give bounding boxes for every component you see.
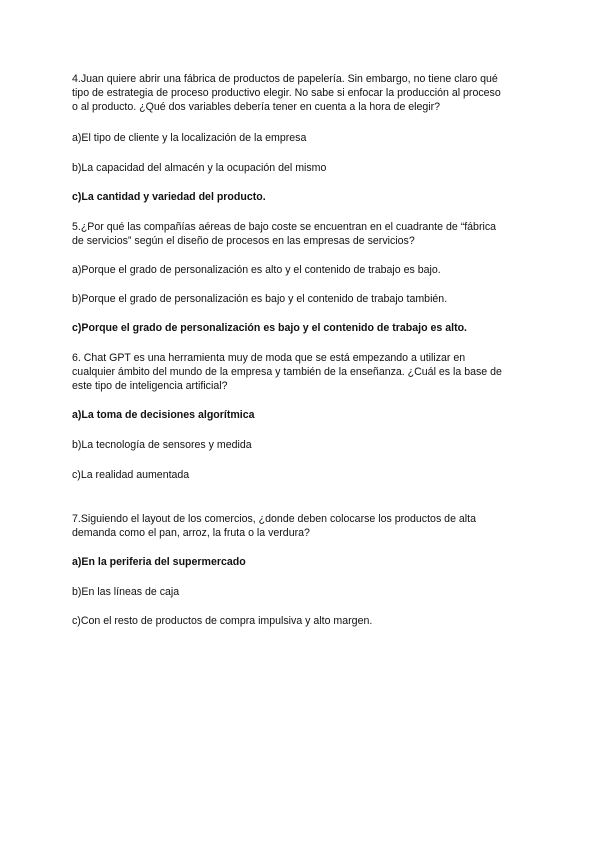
question-6-option-c: c)La realidad aumentada bbox=[72, 469, 190, 481]
question-7-option-b: b)En las líneas de caja bbox=[72, 586, 180, 598]
question-4-line-3: o al producto. ¿Qué dos variables debería tener en cuenta a la hora de elegir? bbox=[72, 101, 441, 113]
question-4-option-a: a)El tipo de cliente y la localización de la empresa bbox=[72, 132, 307, 144]
question-5-option-b: b)Porque el grado de personalización es bajo y el contenido de trabajo también. bbox=[72, 293, 448, 305]
question-5-line-1: 5.¿Por qué las compañías aéreas de bajo coste se encuentran en el cuadrante de “fábrica bbox=[72, 221, 497, 233]
question-4-line-1: 4.Juan quiere abrir una fábrica de productos de papelería. Sin embargo, no tiene claro qué bbox=[72, 73, 498, 85]
question-4-option-c-answer: c)La cantidad y variedad del producto. bbox=[72, 191, 266, 203]
question-6-option-b: b)La tecnología de sensores y medida bbox=[72, 439, 252, 451]
question-6-line-3: este tipo de inteligencia artificial? bbox=[72, 380, 228, 392]
question-6-line-2: cualquier ámbito del mundo de la empresa y también de la enseñanza. ¿Cuál es la base de bbox=[72, 366, 502, 378]
question-7-option-c: c)Con el resto de productos de compra impulsiva y alto margen. bbox=[72, 615, 373, 627]
question-4-option-b: b)La capacidad del almacén y la ocupación del mismo bbox=[72, 162, 327, 174]
question-5-option-c-answer: c)Porque el grado de personalización es bajo y el contenido de trabajo es alto. bbox=[72, 322, 468, 334]
question-5-line-2: de servicios” según el diseño de procesos en las empresas de servicios? bbox=[72, 235, 415, 247]
question-5-option-a: a)Porque el grado de personalización es alto y el contenido de trabajo es bajo. bbox=[72, 264, 441, 276]
question-7-line-2: demanda como el pan, arroz, la fruta o la verdura? bbox=[72, 527, 310, 539]
question-4-line-2: tipo de estrategia de proceso productivo elegir. No sabe si enfocar la producción al proceso bbox=[72, 87, 501, 99]
question-7-line-1: 7.Siguiendo el layout de los comercios, ¿donde deben colocarse los productos de alta bbox=[72, 513, 476, 525]
question-6-line-1: 6. Chat GPT es una herramienta muy de moda que se está empezando a utilizar en bbox=[72, 352, 466, 364]
question-7-option-a-answer: a)En la periferia del supermercado bbox=[72, 556, 246, 568]
question-6-option-a-answer: a)La toma de decisiones algorítmica bbox=[72, 409, 255, 421]
